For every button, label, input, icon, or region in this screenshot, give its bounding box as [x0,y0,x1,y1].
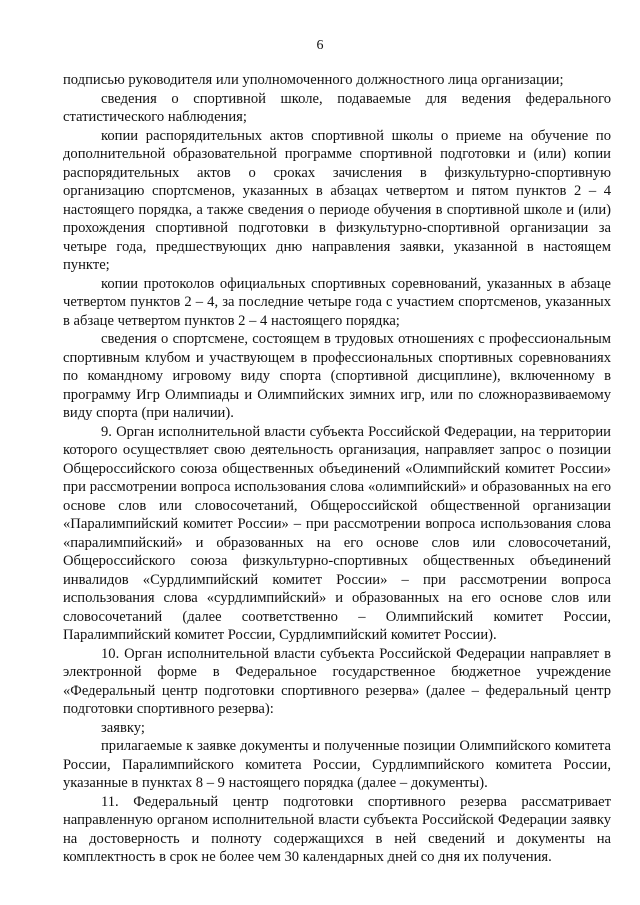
page-number: 6 [316,38,324,53]
paragraph: копии распорядительных актов спортивной школы о приеме на обучение по дополнительной образовательной программе спортивной подготовки и (или) копии распорядительных актов о сроках зачисления в физкультурно-спортивную организацию спортсменов, указанных в абзацах четвертом и пятом пунктов 2 – 4 настоящего порядка, а также сведения о периоде обучения в спортивной школе и (или) прохождения спортивной подготовки в физкультурно-спортивной организации за четыре года, предшествующих дню направления заявки, указанной в настоящем пункте; [63,127,611,273]
paragraph: 9. Орган исполнительной власти субъекта Российской Федерации, на территории которого осуществляет свою деятельность организация, направляет запрос о позиции Общероссийского союза общественных объединений «Олимпийский комитет России» при рассмотрении вопроса использования слова «олимпийский» и образованных на его основе слов или словосочетаний, Общероссийской общественной организации «Паралимпийский комитет России» – при рассмотрении вопроса использования слова «паралимпийский» и образованных на его основе слов или словосочетаний, Общероссийского союза физкультурно-спортивных общественных объединений инвалидов «Сурдлимпийский комитет России» – при рассмотрении вопроса использования слова «сурдлимпийский» и образованных на его основе слов или словосочетаний (далее соответственно – Олимпийский комитет России, Паралимпийский комитет России, Сурдлимпийский комитет России). [63,423,611,643]
paragraph: 10. Орган исполнительной власти субъекта Российской Федерации направляет в электронной форме в Федеральное государственное бюджетное учреждение «Федеральный центр подготовки спортивного резерва» (далее – федеральный центр подготовки спортивного резерва): [63,645,611,717]
paragraph: 11. Федеральный центр подготовки спортивного резерва рассматривает направленную органом исполнительной власти субъекта Российской Федерации заявку на достоверность и полноту содержащихся в ней сведений и документы на комплектность в срок не более чем 30 календарных дней со дня их получения. [63,793,611,865]
paragraph: копии протоколов официальных спортивных соревнований, указанных в абзаце четвертом пунктов 2 – 4, за последние четыре года с участием спортсменов, указанных в абзаце четвертом пунктов 2 – 4 настоящего порядка; [63,275,611,329]
paragraph: сведения о спортивной школе, подаваемые для ведения федерального статистического наблюдения; [63,90,611,125]
paragraph: заявку; [101,719,145,736]
document-body [63,71,611,867]
paragraph: сведения о спортсмене, состоящем в трудовых отношениях с профессиональным спортивным клубом и участвующем в профессиональных спортивных соревнованиях по командному игровому виду спорта (спортивной дисциплине), включенному в программу Игр Олимпиады и Олимпийских зимних игр, или по сложноразвиваемому виду спорта (при наличии). [63,331,611,421]
paragraph: подписью руководителя или уполномоченного должностного лица организации; [63,72,564,88]
paragraph: прилагаемые к заявке документы и полученные позиции Олимпийского комитета России, Паралимпийского комитета России, Сурдлимпийского комитета России, указанные в пунктах 8 – 9 настоящего порядка (далее – документы). [63,738,611,791]
